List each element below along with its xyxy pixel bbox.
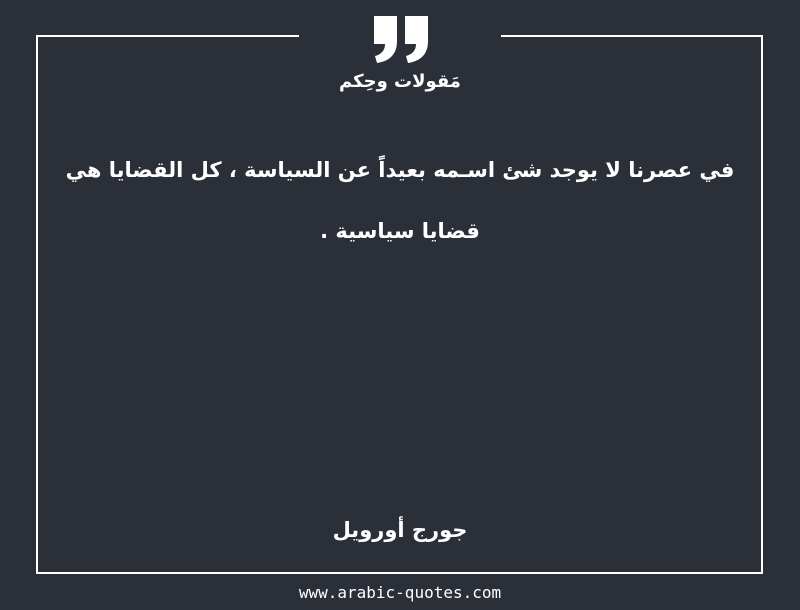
quote-author: جورج أورويل bbox=[332, 518, 468, 542]
quote-card-frame bbox=[36, 35, 763, 574]
quote-text: في عصرنا لا يوجد شئ اسـمه بعيداً عن السياسة ، كل القضايا هي قضايا سياسية . bbox=[65, 158, 735, 243]
footer-url[interactable]: www.arabic-quotes.com bbox=[298, 583, 502, 602]
closing-quote-icon bbox=[372, 14, 430, 64]
site-title: مَقولات وحِكم bbox=[339, 71, 461, 92]
